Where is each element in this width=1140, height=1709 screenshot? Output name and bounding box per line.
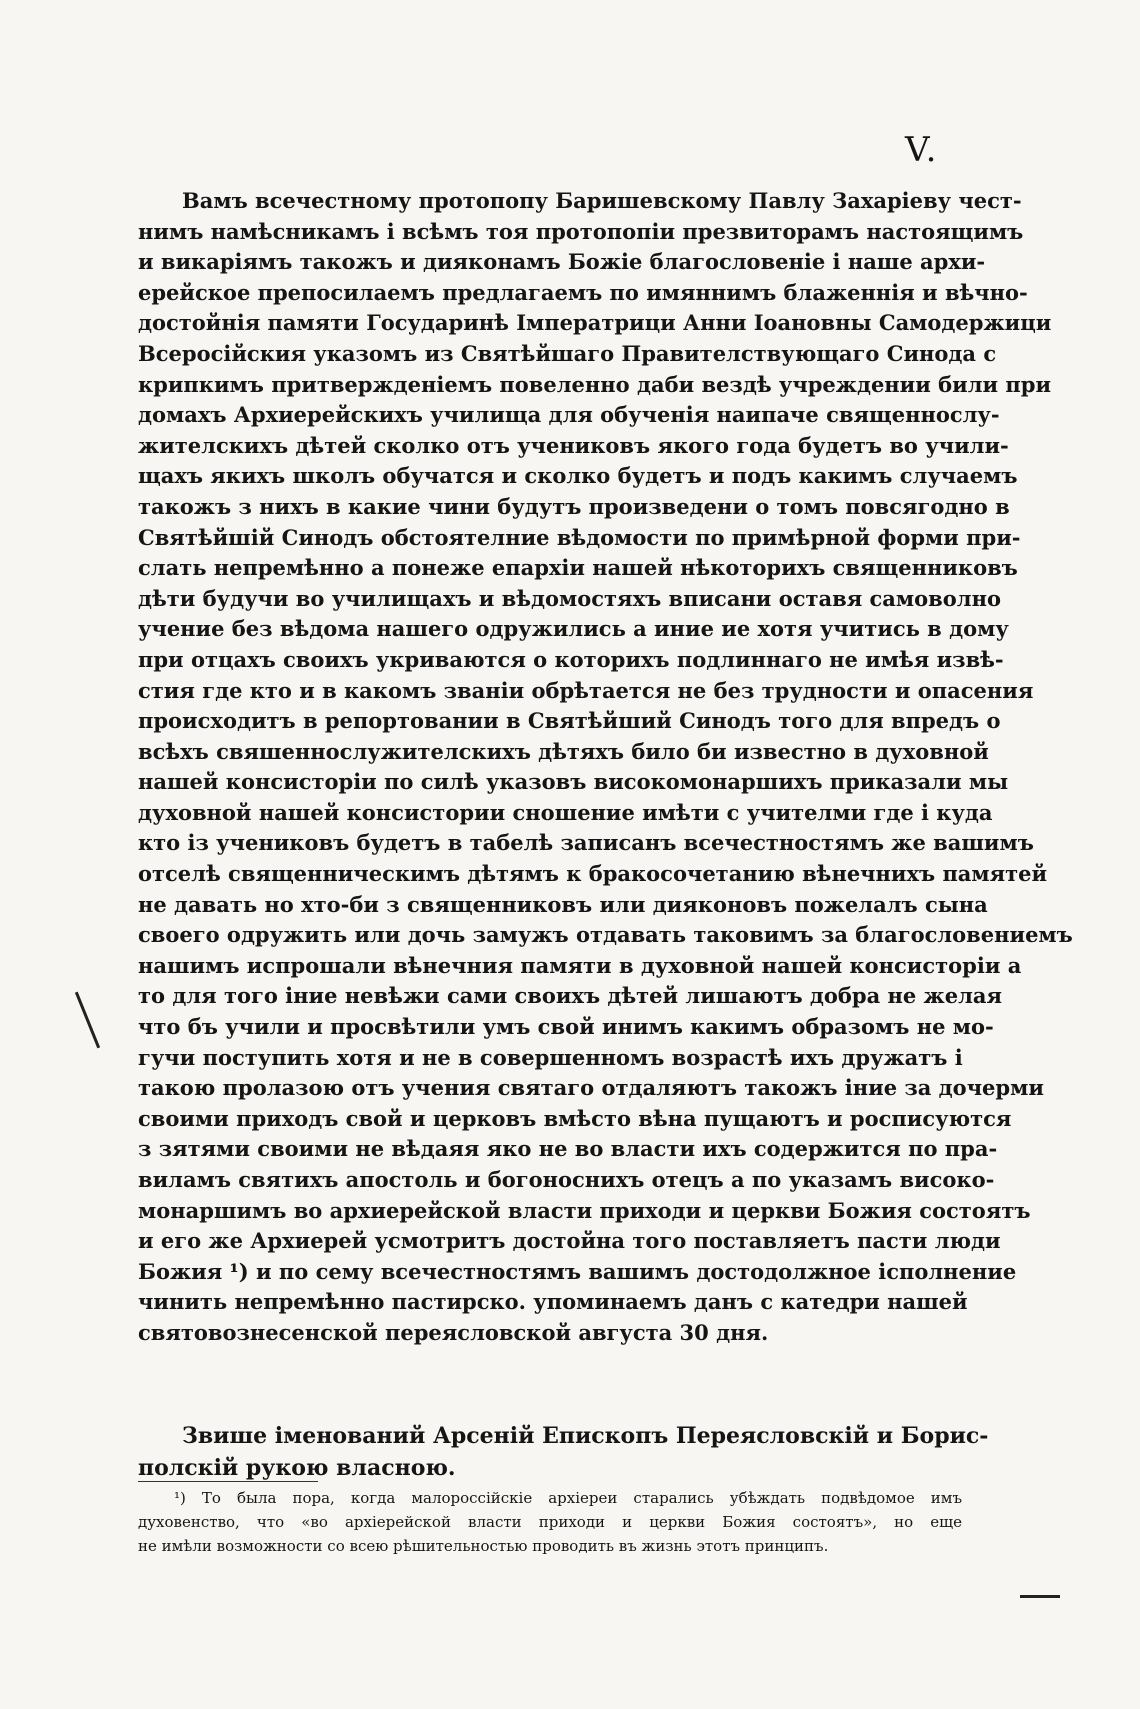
text-line: чинить непремѣнно пастирско. упоминаемъ данъ с катедри нашей — [138, 1289, 968, 1315]
text-line: отселѣ священническимъ дѣтямъ к бракосочетанию вѣнечнихъ памятей — [138, 861, 1048, 887]
text-line: стия где кто и в какомъ званіи обрѣтается не без трудности и опасения — [138, 677, 1034, 703]
text-line: крипкимъ притвержденіемъ повеленно даби вездѣ учреждении били при — [138, 371, 1052, 397]
page-number: V. — [905, 130, 939, 170]
text-line: всѣхъ свяшеннослужителскихъ дѣтяхъ било би известно в духовной — [138, 738, 989, 764]
footnote — [138, 1486, 962, 1558]
footnote-line: ¹) То была пора, когда малороссійскіе архіереи старались убѣждать подвѣдомое имъ — [174, 1489, 962, 1507]
text-line: духовной нашей консистории сношение имѣти с учителми где і куда — [138, 799, 993, 825]
text-line: монаршимъ во архиерейской власти приходи и церкви Божия состоятъ — [138, 1197, 1031, 1223]
signature — [138, 1420, 989, 1484]
text-line: щахъ якихъ школъ обучатся и сколко будетъ и подъ какимъ случаемъ — [138, 463, 1018, 489]
text-line: нашей консисторіи по силѣ указовъ високомонаршихъ приказали мы — [138, 769, 1009, 795]
text-line: Божия ¹) и по сему всечестностямъ вашимъ достодолжное ісполнение — [138, 1258, 1017, 1284]
text-line: своего одружить или дочь замужъ отдавать таковимъ за благословениемъ — [138, 922, 1073, 948]
text-line: дѣти будучи во училищахъ и вѣдомостяхъ вписани оставя самоволно — [138, 585, 1001, 611]
text-line: такою пролазою отъ учения святаго отдаляютъ такожъ іние за дочерми — [138, 1075, 1044, 1101]
text-line: нашимъ испрошали вѣнечния памяти в духовной нашей консисторіи а — [138, 952, 1022, 978]
text-line: святовознесенской переясловской августа 30 дня. — [138, 1319, 769, 1345]
footnote-line: не имѣли возможности со всею рѣшительностью проводить въ жизнь этотъ принципъ. — [138, 1537, 829, 1555]
text-line: слать непремѣнно а понеже епархіи нашей нѣкоторихъ священниковъ — [138, 555, 1018, 581]
text-line: при отцахъ своихъ укриваются о которихъ подлиннаго не имѣя извѣ- — [138, 646, 1004, 672]
text-line: ерейское препосилаемъ предлагаемъ по имяннимъ блаженнія и вѣчно- — [138, 279, 1028, 305]
main-text — [138, 186, 1073, 1349]
text-line: то для того іние невѣжи сами своихъ дѣтей лишаютъ добра не желая — [138, 983, 1003, 1009]
text-line: не давать но хто-би з священниковъ или дияконовъ пожелалъ сына — [138, 891, 988, 917]
text-line: з зятями своими не вѣдаяя яко не во власти ихъ содержится по пра- — [138, 1136, 998, 1162]
text-line: Святѣйшій Синодъ обстоятелние вѣдомости по примѣрной форми при- — [138, 524, 1021, 550]
text-line: жителскихъ дѣтей сколко отъ учениковъ якого года будетъ во учили- — [138, 432, 1009, 458]
footnote-line: духовенство, что «во архіерейской власти приходи и церкви Божия состоятъ», но еще — [138, 1513, 962, 1531]
text-line: нимъ намѣсникамъ і всѣмъ тоя протопопіи презвиторамъ настоящимъ — [138, 218, 1024, 244]
text-line: и викаріямъ такожъ и дияконамъ Божіе благословеніе і наше архи- — [138, 249, 986, 275]
text-line: Всеросійския указомъ из Святѣйшаго Правителствующаго Синода с — [138, 340, 997, 366]
text-line: такожъ з нихъ в какие чини будутъ произведени о томъ повсягодно в — [138, 493, 1010, 519]
text-line: учение без вѣдома нашего одружились а иние ие хотя учитись в дому — [138, 616, 1009, 642]
text-line: что бъ учили и просвѣтили умъ свой инимъ какимъ образомъ не мо- — [138, 1014, 994, 1040]
text-line: достойнія памяти Государинѣ Імператрици Анни Іоановны Самодержици — [138, 310, 1052, 336]
signature-line: полскій рукою власною. — [138, 1455, 456, 1481]
footnote-rule — [138, 1481, 318, 1482]
signature-line: Звише іменований Арсеній Епископъ Переясловскій и Борис- — [182, 1423, 989, 1449]
text-line: Вамъ всечестному протопопу Баришевскому Павлу Захаріеву чест- — [182, 188, 1022, 213]
margin-mark — [75, 992, 100, 1049]
text-line: виламъ святихъ апостоль и богоноснихъ отецъ а по указамъ високо- — [138, 1167, 995, 1192]
text-line: своими приходъ свой и церковъ вмѣсто вѣна пущаютъ и росписуются — [138, 1105, 1012, 1131]
margin-dash — [1020, 1595, 1060, 1598]
text-line: кто із учениковъ будетъ в табелѣ записанъ всечестностямъ же вашимъ — [138, 830, 1034, 856]
text-line: и его же Архиерей усмотритъ достойна того поставляетъ пасти люди — [138, 1228, 1001, 1254]
text-line: происходитъ в репортовании в Святѣйший Синодъ того для впредъ о — [138, 708, 1001, 734]
text-line: гучи поступить хотя и не в совершенномъ возрастѣ ихъ дружатъ і — [138, 1044, 963, 1070]
text-line: домахъ Архиерейскихъ училища для обученія наипаче священнослу- — [138, 402, 1000, 428]
